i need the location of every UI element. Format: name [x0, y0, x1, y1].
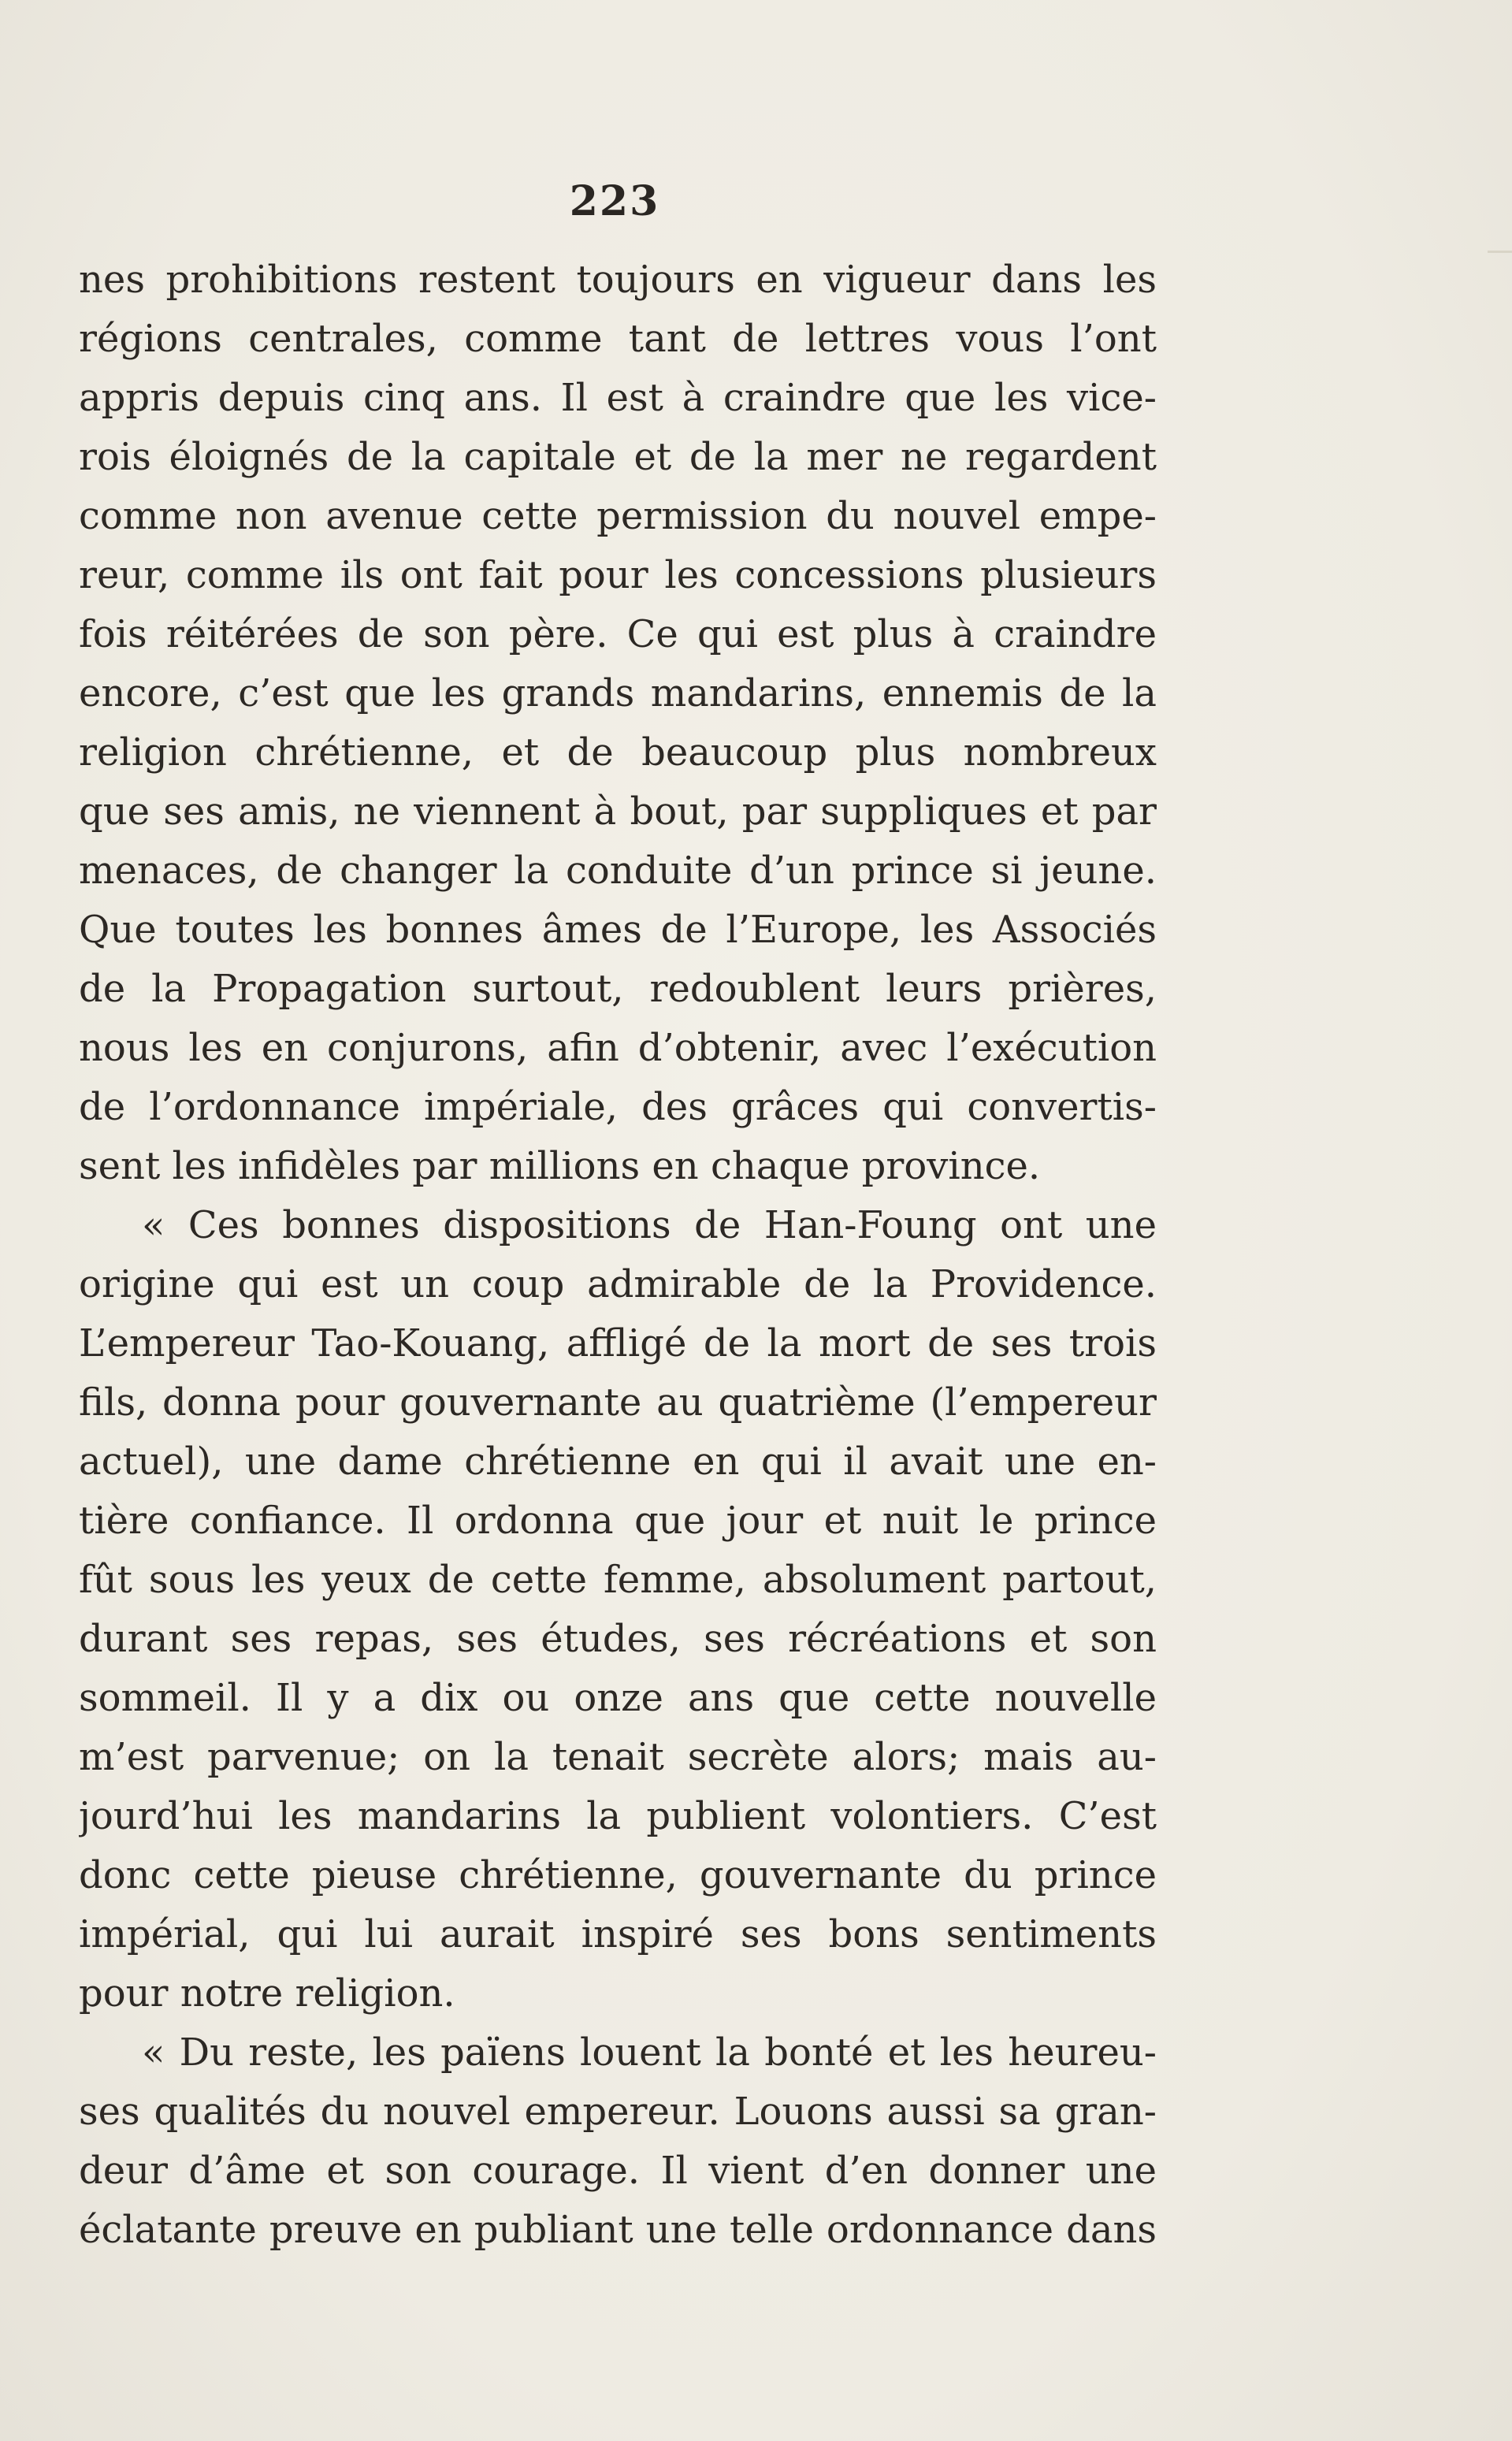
text-line: ses qualités du nouvel empereur. Louons aussi sa gran- [79, 2090, 1157, 2134]
text-line: sommeil. Il y a dix ou onze ans que cette nouvelle [79, 1676, 1157, 1720]
text-line: régions centrales, comme tant de lettres vous l’ont [79, 317, 1157, 361]
text-line: fois réitérées de son père. Ce qui est plus à craindre [79, 612, 1157, 656]
text-line: religion chrétienne, et de beaucoup plus nombreux [79, 730, 1157, 775]
text-line: que ses amis, ne viennent à bout, par suppliques et par [79, 790, 1157, 834]
text-line: pour notre religion. [79, 1971, 455, 2016]
text-line: donc cette pieuse chrétienne, gouvernante du prince [79, 1853, 1157, 1897]
body-text [79, 251, 1157, 2260]
paper-mark [1488, 251, 1512, 253]
text-line: L’empereur Tao-Kouang, affligé de la mort de ses trois [79, 1321, 1157, 1365]
text-line: fils, donna pour gouvernante au quatrième (l’empereur [79, 1380, 1157, 1425]
text-line: de l’ordonnance impériale, des grâces qui convertis- [79, 1085, 1157, 1129]
text-line: fût sous les yeux de cette femme, absolument partout, [79, 1558, 1157, 1602]
text-line: deur d’âme et son courage. Il vient d’en donner une [79, 2149, 1157, 2193]
text-line: de la Propagation surtout, redoublent leurs prières, [79, 967, 1157, 1011]
text-line: éclatante preuve en publiant une telle ordonnance dans [79, 2208, 1157, 2252]
text-line: tière confiance. Il ordonna que jour et nuit le prince [79, 1499, 1157, 1543]
text-line: origine qui est un coup admirable de la Providence. [79, 1262, 1157, 1306]
text-line: sent les infidèles par millions en chaque province. [79, 1144, 1041, 1188]
text-line: comme non avenue cette permission du nouvel empe- [79, 494, 1157, 538]
text-line: durant ses repas, ses études, ses récréations et son [79, 1617, 1157, 1661]
text-line: impérial, qui lui aurait inspiré ses bons sentiments [79, 1912, 1157, 1956]
text-line: appris depuis cinq ans. Il est à craindre que les vice- [79, 376, 1157, 420]
text-line: jourd’hui les mandarins la publient volontiers. C’est [79, 1794, 1157, 1838]
text-line: rois éloignés de la capitale et de la mer ne regardent [79, 435, 1157, 479]
text-line: « Ces bonnes dispositions de Han-Foung ont une [142, 1203, 1157, 1247]
text-line: « Du reste, les païens louent la bonté et les heureu- [142, 2030, 1157, 2075]
text-line: Que toutes les bonnes âmes de l’Europe, les Associés [79, 908, 1157, 952]
text-line: encore, c’est que les grands mandarins, ennemis de la [79, 671, 1157, 715]
page-number: 223 [569, 177, 660, 225]
text-line: reur, comme ils ont fait pour les concessions plusieurs [79, 553, 1157, 597]
text-line: menaces, de changer la conduite d’un prince si jeune. [79, 849, 1157, 893]
text-line: m’est parvenue; on la tenait secrète alors; mais au- [79, 1735, 1157, 1779]
text-line: nes prohibitions restent toujours en vigueur dans les [79, 258, 1157, 302]
text-line: nous les en conjurons, afin d’obtenir, avec l’exécution [79, 1026, 1157, 1070]
text-line: actuel), une dame chrétienne en qui il avait une en- [79, 1440, 1157, 1484]
